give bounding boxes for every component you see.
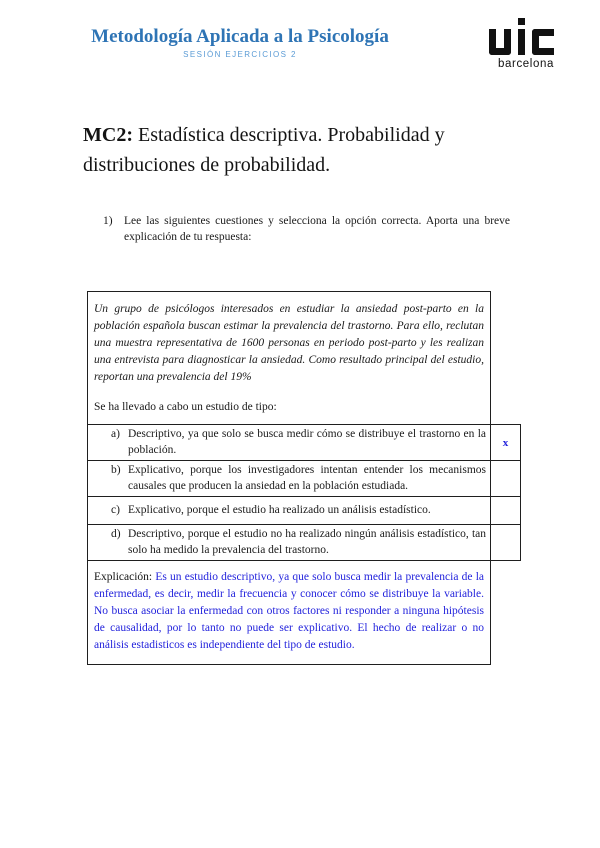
explanation-cell bbox=[87, 560, 491, 665]
option-c-cell bbox=[87, 496, 491, 525]
logo-i-dot bbox=[518, 18, 525, 25]
option-c-letter: c) bbox=[111, 503, 120, 516]
option-d-answer-mark bbox=[490, 524, 521, 561]
exercise-text: Lee las siguientes cuestiones y selecciona la opción correcta. Aporta una breve explicación de tu respuesta: bbox=[124, 215, 510, 243]
option-b-cell bbox=[87, 460, 491, 497]
option-row-b bbox=[87, 460, 521, 497]
option-d-letter: d) bbox=[111, 528, 121, 540]
explanation-label: Explicación: bbox=[94, 571, 153, 583]
explanation-text: Es un estudio descriptivo, ya que solo busca medir la prevalencia de la enfermedad, es decir, medir la frecuencia y conocer cómo se distribuye la variable. No busca asociar la enfermedad con otros factores ni responder a ninguna hipótesis de causalidad, por lo tanto no puede ser explicativo. El hecho de realizar o no análisis estadisticos es independiente del tipo de estudio. bbox=[94, 571, 484, 651]
page-title-rest: Estadística descriptiva. Probabilidad y distribuciones de probabilidad. bbox=[83, 124, 445, 176]
option-d-cell bbox=[87, 524, 491, 561]
option-d-text: Descriptivo, porque el estudio no ha realizado ningún análisis estadístico, tan solo ha medido la prevalencia del trastorno. bbox=[128, 528, 486, 556]
logo-letter-c bbox=[532, 29, 554, 55]
option-a-answer-mark: x bbox=[490, 424, 521, 461]
option-row-d bbox=[87, 524, 521, 561]
option-row-a bbox=[87, 424, 521, 461]
uic-logo bbox=[489, 18, 563, 70]
option-b-letter: b) bbox=[111, 464, 121, 476]
session-subtitle: SESIÓN EJERCICIOS 2 bbox=[183, 50, 297, 59]
exercise-number: 1) bbox=[103, 215, 113, 227]
logo-letter-u bbox=[489, 29, 511, 55]
logo-letter-i bbox=[518, 18, 525, 55]
option-row-c bbox=[87, 496, 521, 525]
option-a-letter: a) bbox=[111, 428, 120, 440]
option-c-text: Explicativo, porque el estudio ha realizado un análisis estadístico. bbox=[128, 503, 431, 516]
page-title-prefix: MC2: bbox=[83, 124, 133, 146]
question-scenario: Un grupo de psicólogos interesados en estudiar la ansiedad post-parto en la población española buscan estimar la prevalencia del trastorno. Para ello, reclutan una muestra representativa de 1600 personas en periodo post-parto y les realizan una entrevista para diagnosticar la ansiedad. Como resultado principal del estudio, reportan una prevalencia del 19% bbox=[94, 303, 484, 383]
option-a-text: Descriptivo, ya que solo se busca medir cómo se distribuye el trastorno en la población. bbox=[128, 428, 486, 456]
option-c-answer-mark bbox=[490, 496, 521, 525]
question-statement-cell bbox=[87, 291, 491, 425]
exercise-instruction bbox=[103, 213, 510, 245]
question-prompt: Se ha llevado a cabo un estudio de tipo: bbox=[94, 401, 277, 413]
page-title bbox=[83, 120, 533, 180]
option-b-text: Explicativo, porque los investigadores intentan entender los mecanismos causales que producen la ansiedad en la población estudiada. bbox=[128, 464, 486, 492]
logo-city-text: barcelona bbox=[498, 58, 554, 70]
option-a-cell bbox=[87, 424, 491, 461]
uic-logo-icon bbox=[489, 18, 563, 55]
course-title: Metodología Aplicada a la Psicología bbox=[91, 26, 389, 47]
logo-i-bar bbox=[518, 29, 525, 55]
option-b-answer-mark bbox=[490, 460, 521, 497]
question-table bbox=[87, 291, 521, 665]
